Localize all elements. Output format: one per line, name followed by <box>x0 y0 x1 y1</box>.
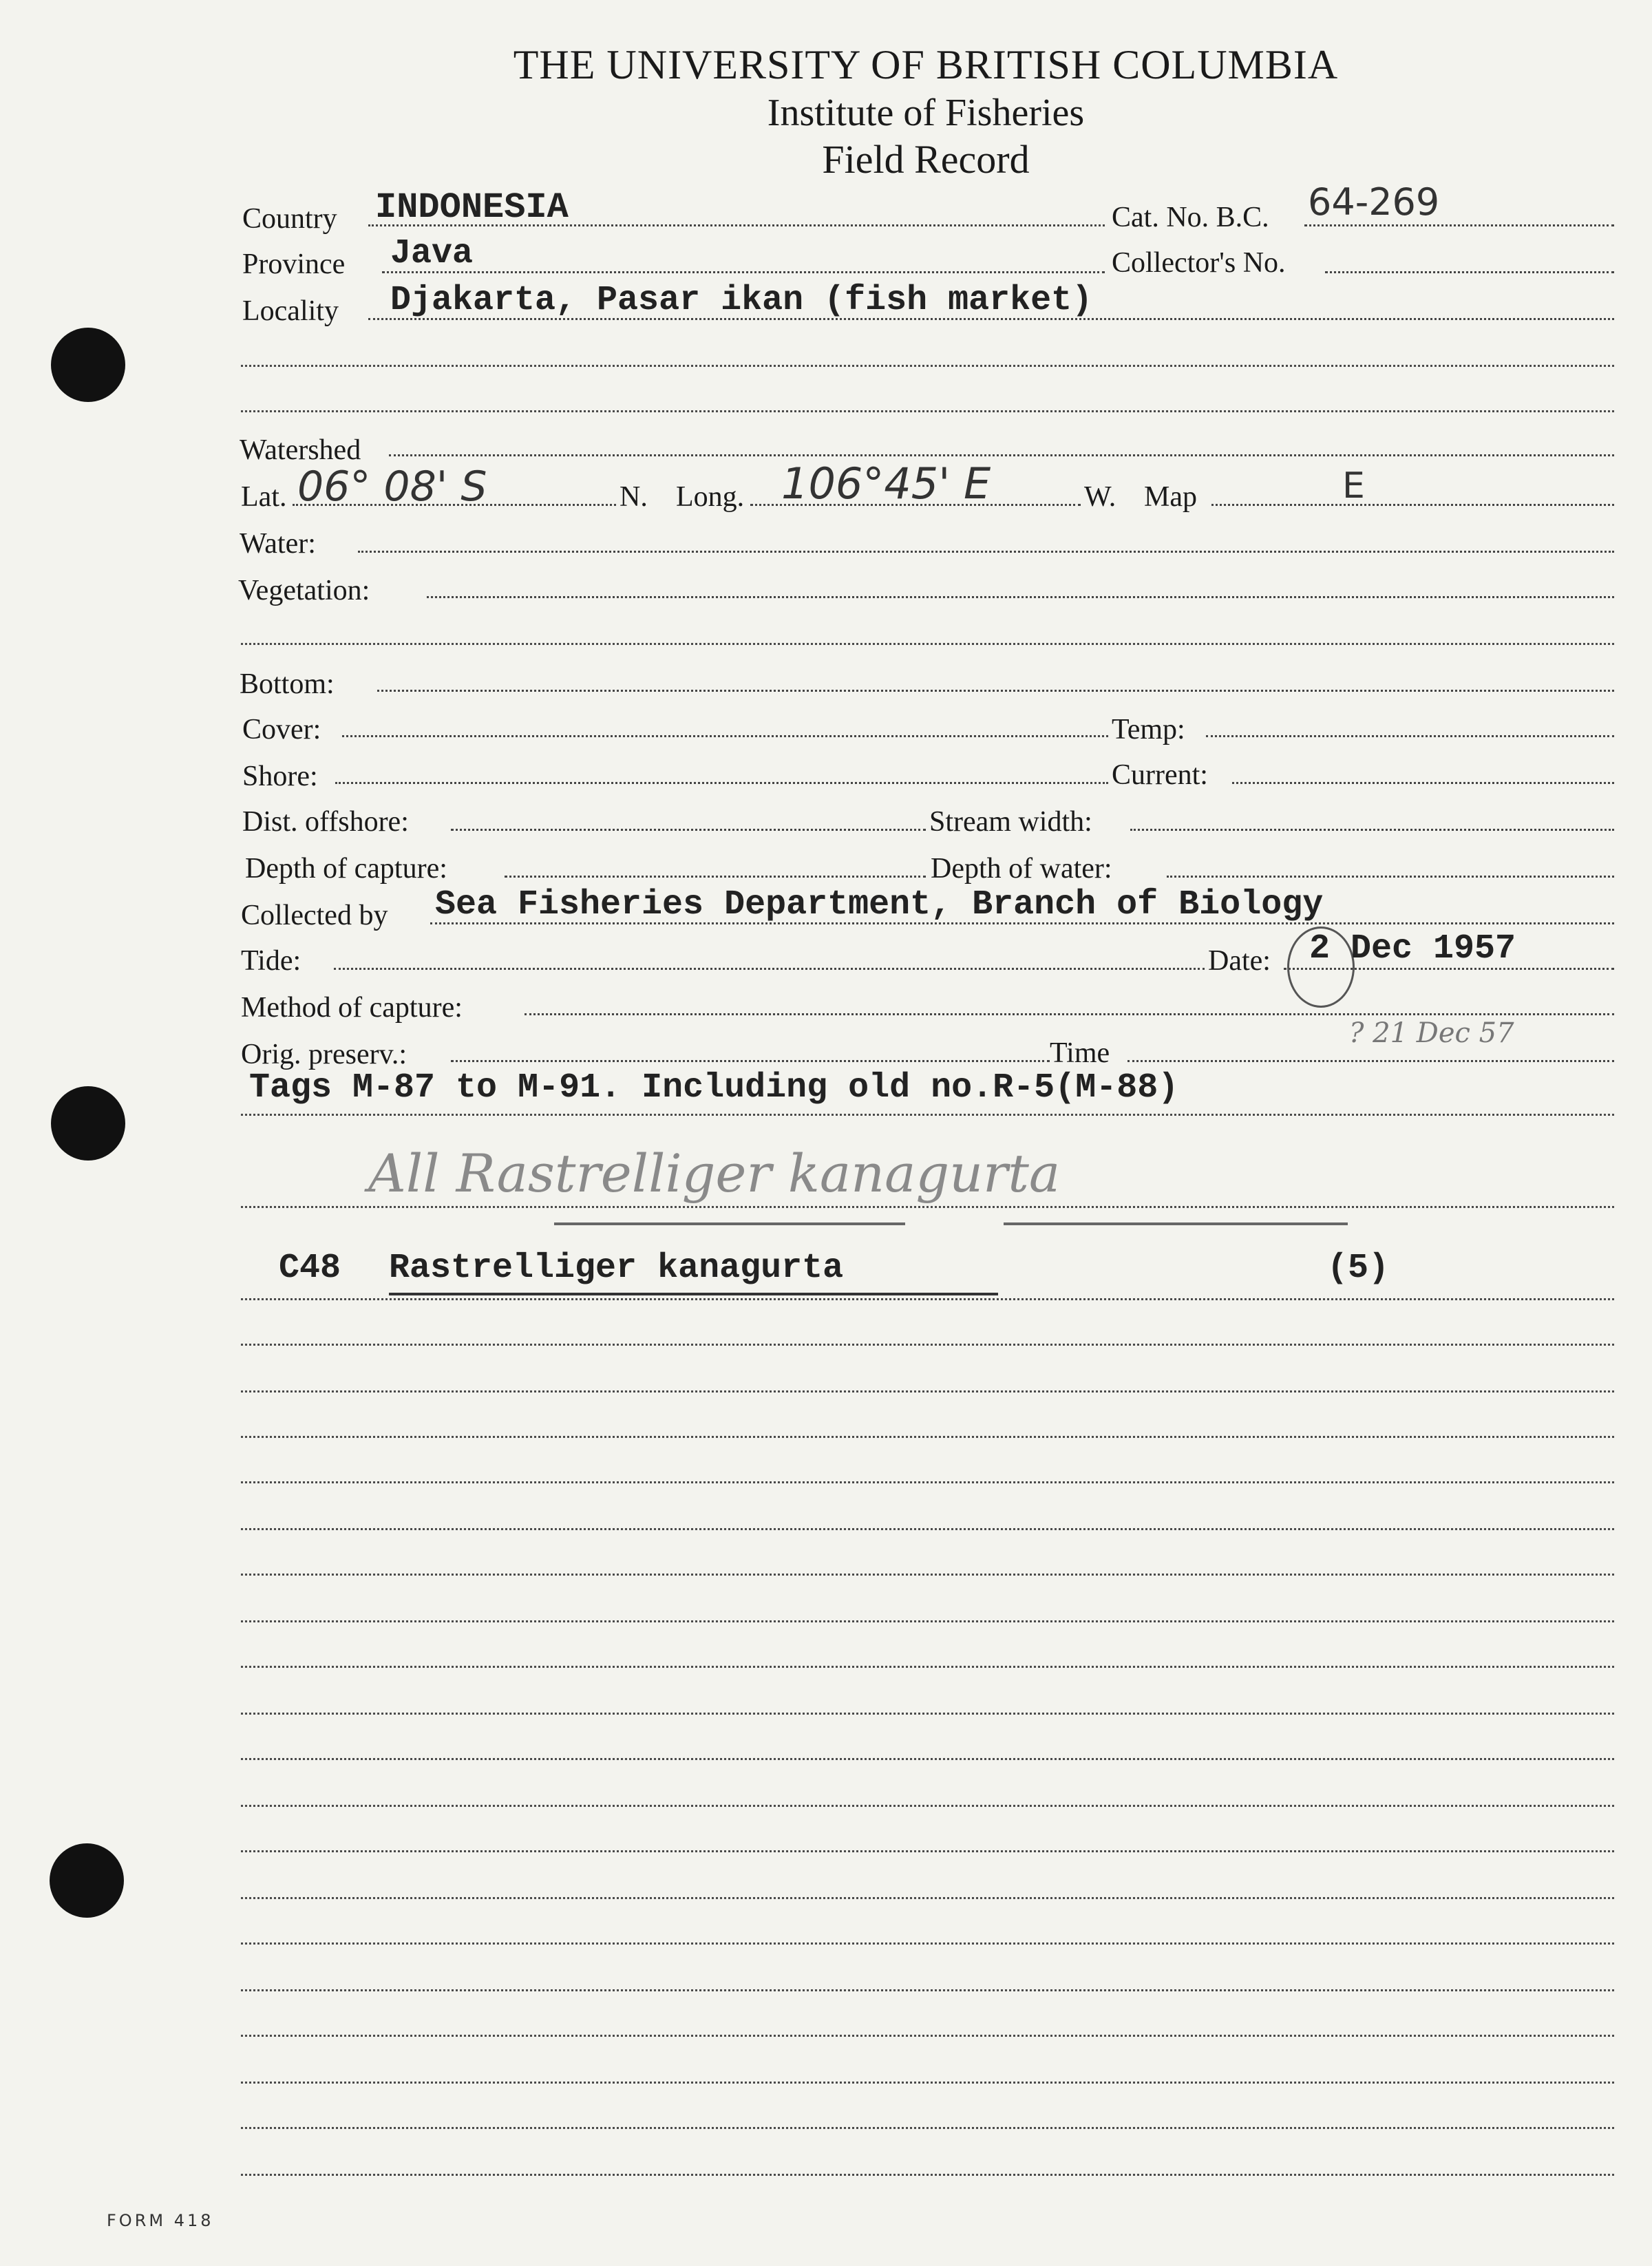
temp-label: Temp: <box>1112 714 1185 745</box>
map-label: Map <box>1144 481 1197 513</box>
species-code: C48 <box>279 1249 341 1288</box>
province-value: Java <box>390 234 474 273</box>
bottom-label: Bottom: <box>240 668 335 700</box>
orig-preserv-label: Orig. preserv.: <box>241 1039 407 1070</box>
shore-label: Shore: <box>242 761 318 792</box>
stream-width-label: Stream width: <box>929 806 1092 838</box>
tide-label: Tide: <box>241 945 301 977</box>
cat-no-value: 64-269 <box>1308 180 1440 224</box>
punch-hole-middle <box>51 1086 125 1161</box>
species-name: Rastrelliger kanagurta <box>389 1249 844 1288</box>
lat-n-label: N. <box>620 481 648 513</box>
pencil-species-note: All Rastrelliger kanagurta <box>368 1143 1061 1204</box>
form-number: FORM 418 <box>107 2211 214 2230</box>
tags-note: Tags M-87 to M-91. Including old no.R-5(M-88) <box>249 1068 1179 1108</box>
punch-hole-bottom <box>50 1843 124 1918</box>
province-label: Province <box>242 248 346 280</box>
collected-by-value: Sea Fisheries Department, Branch of Biology <box>435 885 1324 924</box>
locality-value: Djakarta, Pasar ikan (fish market) <box>390 281 1093 320</box>
species-underline <box>389 1293 998 1295</box>
collectors-no-label: Collector's No. <box>1112 247 1286 279</box>
time-note: ? 21 Dec 57 <box>1349 1017 1514 1049</box>
punch-hole-top <box>51 328 125 402</box>
long-w-label: W. <box>1084 481 1116 513</box>
vegetation-label: Vegetation: <box>238 575 370 606</box>
depth-capture-label: Depth of capture: <box>245 853 447 885</box>
institute-title: Institute of Fisheries <box>767 92 1085 134</box>
country-label: Country <box>242 203 337 235</box>
country-value: INDONESIA <box>375 187 569 228</box>
date-value: 2 Dec 1957 <box>1309 929 1516 968</box>
record-title: Field Record <box>822 137 1030 182</box>
water-label: Water: <box>240 528 316 560</box>
depth-water-label: Depth of water: <box>931 853 1112 885</box>
long-label: Long. <box>676 481 745 513</box>
watershed-label: Watershed <box>240 434 361 466</box>
collected-by-label: Collected by <box>241 900 388 931</box>
map-value: E <box>1342 465 1365 507</box>
current-label: Current: <box>1112 759 1208 791</box>
method-label: Method of capture: <box>241 992 463 1024</box>
cover-label: Cover: <box>242 714 321 745</box>
date-label: Date: <box>1208 945 1271 977</box>
long-value: 106°45' E <box>781 458 991 509</box>
dist-offshore-label: Dist. offshore: <box>242 806 409 838</box>
time-label: Time <box>1050 1037 1110 1069</box>
cat-no-label: Cat. No. B.C. <box>1112 202 1269 233</box>
lat-value: 06° 08' S <box>297 463 487 511</box>
species-count: (5) <box>1327 1249 1390 1288</box>
university-title: THE UNIVERSITY OF BRITISH COLUMBIA <box>513 42 1339 87</box>
lat-label: Lat. <box>241 481 287 513</box>
locality-label: Locality <box>242 295 339 327</box>
